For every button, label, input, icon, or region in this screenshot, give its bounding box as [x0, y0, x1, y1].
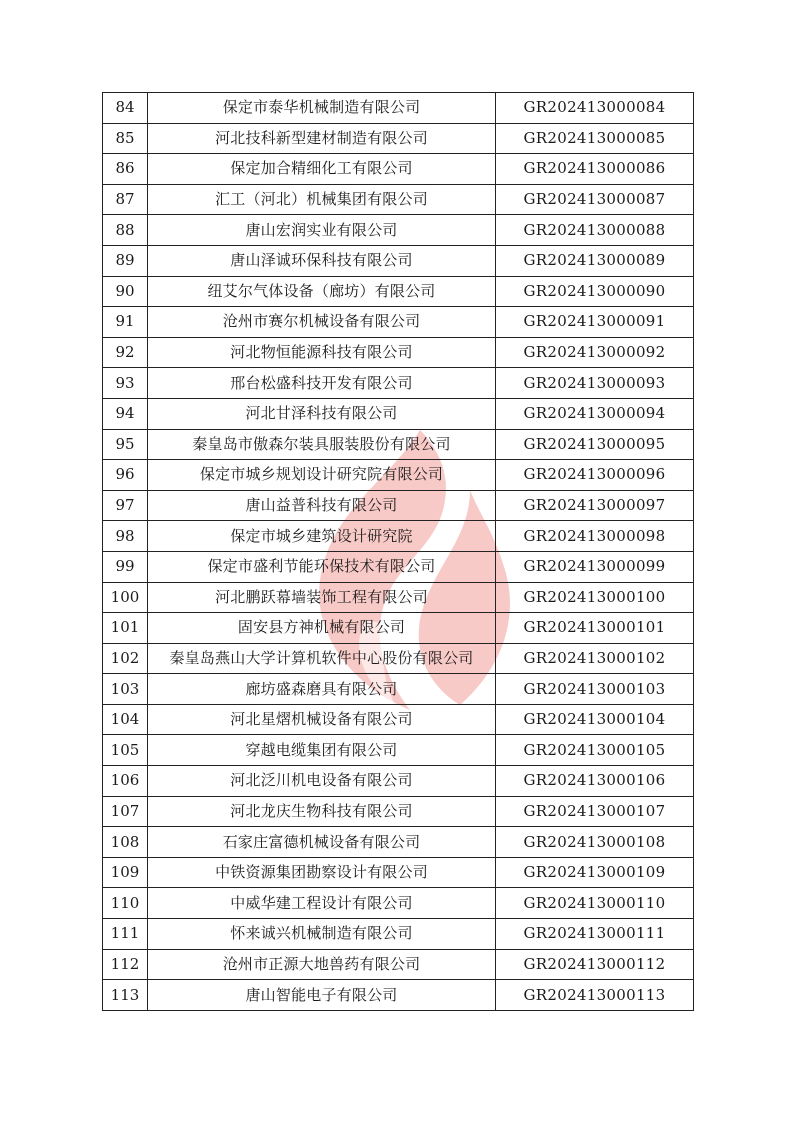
row-number-cell: 99: [103, 551, 148, 582]
table-row: [103, 490, 694, 521]
table-body: [103, 93, 694, 1011]
company-name-cell: 保定市城乡建筑设计研究院: [148, 521, 496, 552]
company-name-cell: 河北星熠机械设备有限公司: [148, 704, 496, 735]
company-name-cell: 纽艾尔气体设备（廊坊）有限公司: [148, 276, 496, 307]
table-row: [103, 398, 694, 429]
table-row: [103, 827, 694, 858]
company-name-cell: 保定市盛利节能环保技术有限公司: [148, 551, 496, 582]
company-name-cell: 石家庄富德机械设备有限公司: [148, 827, 496, 858]
certificate-code-cell: GR202413000098: [496, 521, 694, 552]
certificate-code-cell: GR202413000092: [496, 337, 694, 368]
row-number-cell: 107: [103, 796, 148, 827]
company-name-cell: 保定市城乡规划设计研究院有限公司: [148, 460, 496, 491]
company-name-cell: 河北泛川机电设备有限公司: [148, 766, 496, 797]
row-number-cell: 95: [103, 429, 148, 460]
table-row: [103, 551, 694, 582]
company-name-cell: 汇工（河北）机械集团有限公司: [148, 184, 496, 215]
certificate-code-cell: GR202413000093: [496, 368, 694, 399]
table-row: [103, 919, 694, 950]
company-name-cell: 唐山智能电子有限公司: [148, 980, 496, 1011]
row-number-cell: 88: [103, 215, 148, 246]
row-number-cell: 94: [103, 398, 148, 429]
row-number-cell: 93: [103, 368, 148, 399]
table-row: [103, 613, 694, 644]
company-name-cell: 邢台松盛科技开发有限公司: [148, 368, 496, 399]
certificate-code-cell: GR202413000097: [496, 490, 694, 521]
company-name-cell: 河北甘泽科技有限公司: [148, 398, 496, 429]
certificate-code-cell: GR202413000111: [496, 919, 694, 950]
certificate-code-cell: GR202413000099: [496, 551, 694, 582]
table-row: [103, 796, 694, 827]
table-row: [103, 276, 694, 307]
certificate-code-cell: GR202413000095: [496, 429, 694, 460]
table-row: [103, 704, 694, 735]
table-row: [103, 429, 694, 460]
company-name-cell: 河北技科新型建材制造有限公司: [148, 123, 496, 154]
table-row: [103, 93, 694, 124]
certificate-code-cell: GR202413000100: [496, 582, 694, 613]
certificate-code-cell: GR202413000087: [496, 184, 694, 215]
company-name-cell: 中威华建工程设计有限公司: [148, 888, 496, 919]
row-number-cell: 90: [103, 276, 148, 307]
row-number-cell: 96: [103, 460, 148, 491]
row-number-cell: 101: [103, 613, 148, 644]
certificate-code-cell: GR202413000110: [496, 888, 694, 919]
row-number-cell: 102: [103, 643, 148, 674]
row-number-cell: 103: [103, 674, 148, 705]
row-number-cell: 109: [103, 857, 148, 888]
certificate-code-cell: GR202413000084: [496, 93, 694, 124]
certificate-code-cell: GR202413000090: [496, 276, 694, 307]
certificate-code-cell: GR202413000094: [496, 398, 694, 429]
row-number-cell: 97: [103, 490, 148, 521]
table-row: [103, 643, 694, 674]
row-number-cell: 85: [103, 123, 148, 154]
row-number-cell: 86: [103, 154, 148, 185]
company-name-cell: 唐山益普科技有限公司: [148, 490, 496, 521]
table-row: [103, 766, 694, 797]
company-name-cell: 保定市泰华机械制造有限公司: [148, 93, 496, 124]
company-name-cell: 唐山宏润实业有限公司: [148, 215, 496, 246]
certificate-code-cell: GR202413000091: [496, 307, 694, 338]
row-number-cell: 111: [103, 919, 148, 950]
table-row: [103, 980, 694, 1011]
company-name-cell: 秦皇岛燕山大学计算机软件中心股份有限公司: [148, 643, 496, 674]
certificate-code-cell: GR202413000103: [496, 674, 694, 705]
row-number-cell: 87: [103, 184, 148, 215]
table-row: [103, 245, 694, 276]
row-number-cell: 106: [103, 766, 148, 797]
company-name-cell: 秦皇岛市傲森尔装具服装股份有限公司: [148, 429, 496, 460]
company-name-cell: 河北龙庆生物科技有限公司: [148, 796, 496, 827]
table-row: [103, 888, 694, 919]
row-number-cell: 92: [103, 337, 148, 368]
table-row: [103, 521, 694, 552]
table-row: [103, 582, 694, 613]
certificate-code-cell: GR202413000104: [496, 704, 694, 735]
company-name-cell: 怀来诚兴机械制造有限公司: [148, 919, 496, 950]
row-number-cell: 98: [103, 521, 148, 552]
company-name-cell: 穿越电缆集团有限公司: [148, 735, 496, 766]
certificate-code-cell: GR202413000096: [496, 460, 694, 491]
company-name-cell: 河北鹏跃幕墙装饰工程有限公司: [148, 582, 496, 613]
company-name-cell: 沧州市赛尔机械设备有限公司: [148, 307, 496, 338]
certificate-code-cell: GR202413000113: [496, 980, 694, 1011]
certificate-code-cell: GR202413000112: [496, 949, 694, 980]
row-number-cell: 112: [103, 949, 148, 980]
table-row: [103, 123, 694, 154]
row-number-cell: 91: [103, 307, 148, 338]
certificate-code-cell: GR202413000086: [496, 154, 694, 185]
company-name-cell: 中铁资源集团勘察设计有限公司: [148, 857, 496, 888]
table-row: [103, 368, 694, 399]
certificate-code-cell: GR202413000107: [496, 796, 694, 827]
row-number-cell: 89: [103, 245, 148, 276]
certificate-code-cell: GR202413000102: [496, 643, 694, 674]
certificate-code-cell: GR202413000109: [496, 857, 694, 888]
row-number-cell: 110: [103, 888, 148, 919]
row-number-cell: 113: [103, 980, 148, 1011]
company-name-cell: 沧州市正源大地兽药有限公司: [148, 949, 496, 980]
company-name-cell: 唐山泽诚环保科技有限公司: [148, 245, 496, 276]
table-row: [103, 307, 694, 338]
table-row: [103, 184, 694, 215]
company-name-cell: 河北物恒能源科技有限公司: [148, 337, 496, 368]
table-row: [103, 154, 694, 185]
table-row: [103, 949, 694, 980]
row-number-cell: 84: [103, 93, 148, 124]
row-number-cell: 108: [103, 827, 148, 858]
enterprise-list-table: [102, 92, 694, 1011]
certificate-code-cell: GR202413000088: [496, 215, 694, 246]
row-number-cell: 105: [103, 735, 148, 766]
certificate-code-cell: GR202413000105: [496, 735, 694, 766]
company-name-cell: 固安县方神机械有限公司: [148, 613, 496, 644]
certificate-code-cell: GR202413000101: [496, 613, 694, 644]
company-name-cell: 保定加合精细化工有限公司: [148, 154, 496, 185]
company-name-cell: 廊坊盛森磨具有限公司: [148, 674, 496, 705]
certificate-code-cell: GR202413000108: [496, 827, 694, 858]
row-number-cell: 104: [103, 704, 148, 735]
certificate-code-cell: GR202413000085: [496, 123, 694, 154]
table-row: [103, 215, 694, 246]
certificate-code-cell: GR202413000089: [496, 245, 694, 276]
table-row: [103, 337, 694, 368]
certificate-code-cell: GR202413000106: [496, 766, 694, 797]
row-number-cell: 100: [103, 582, 148, 613]
table-row: [103, 460, 694, 491]
table-row: [103, 674, 694, 705]
table-row: [103, 735, 694, 766]
table-row: [103, 857, 694, 888]
